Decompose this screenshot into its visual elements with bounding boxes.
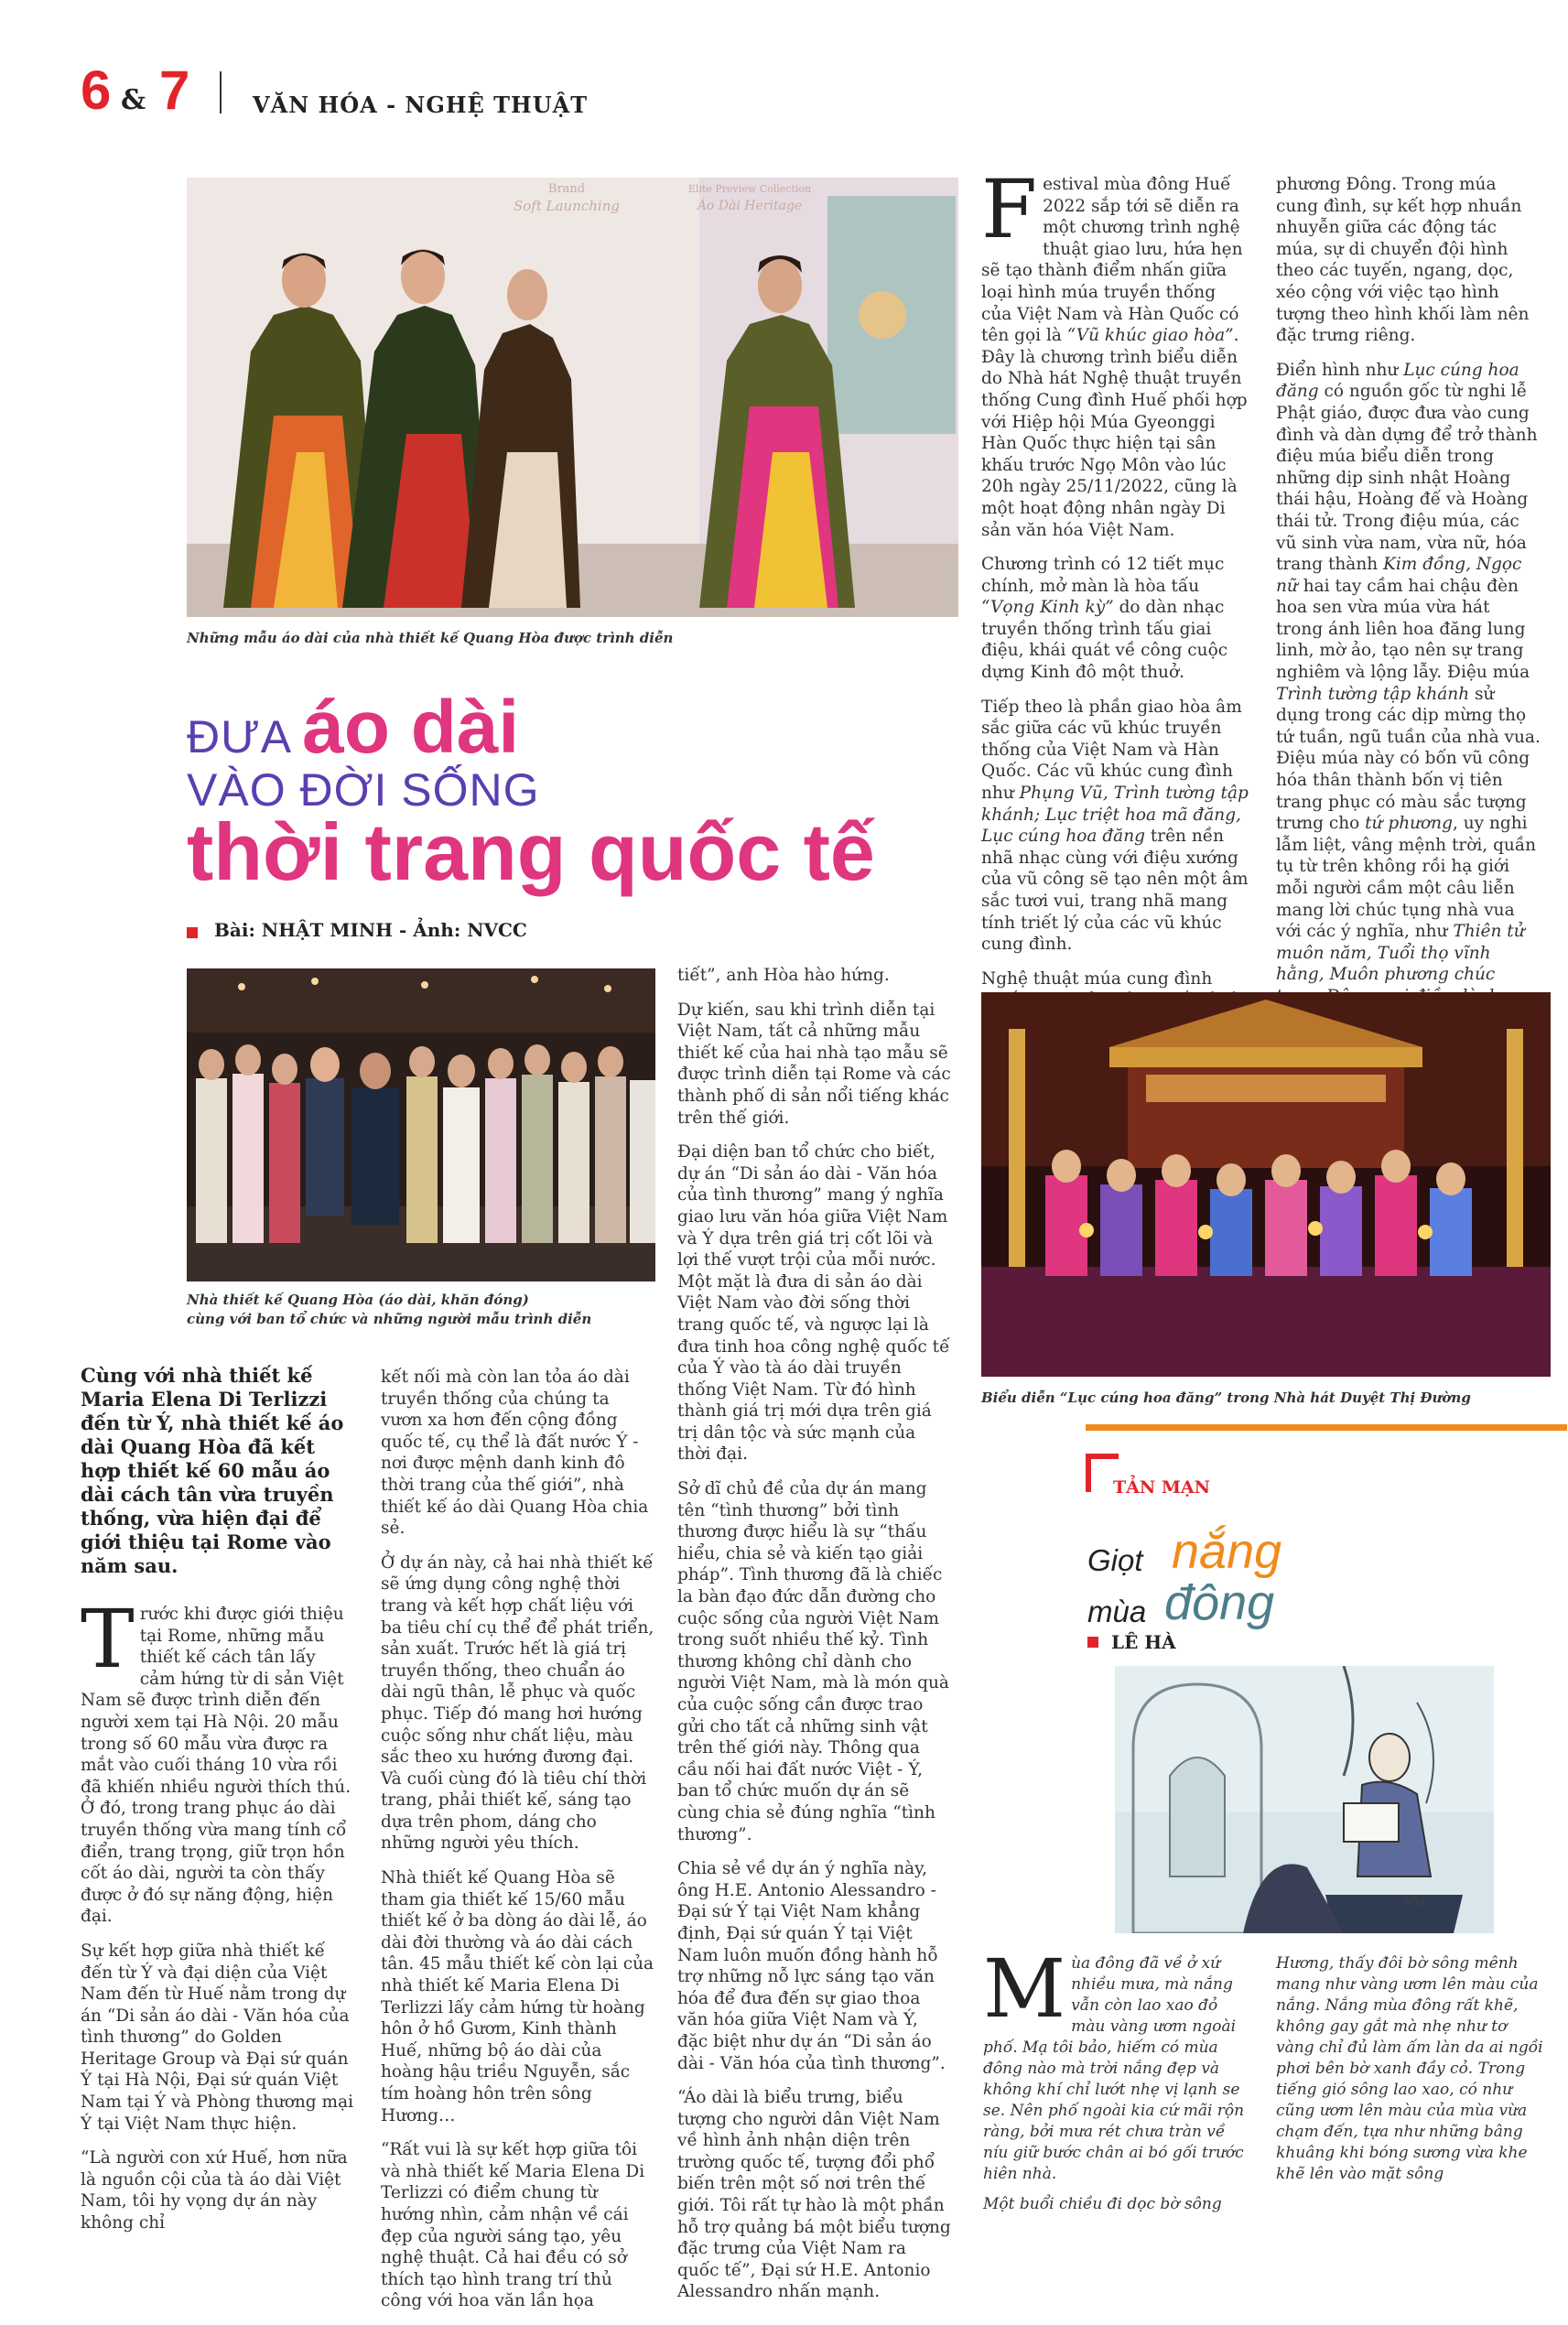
sign-right-line1: Elite Preview Collection [687, 183, 812, 195]
festival-c1-p4: Nghệ thuật múa cung đình [981, 968, 1213, 989]
festival-c2-p2-b: có nguồn gốc từ nghi lễ Phật giáo, được đưa vào cung đình và dàn dựng để trở thành điệu múa biểu diễn trong những dịp sinh nhật Hoàng thái hậu, Hoàng đế và Hoàng thái tử. Trong điệu múa, các vũ sinh vừa nam, vừa nữ, hóa trang thành [1276, 382, 1538, 575]
title-word-giot: Giọt [1087, 1543, 1143, 1577]
festival-c1-p3-b: trên nền nhã nhạc cùng với điệu xướng của vũ công sẽ tạo nên một âm sắc tươi vui, trang nhã mang tính triết lý của các vũ khúc cung đình. [981, 827, 1249, 955]
festival-c2-p2 [1276, 360, 1541, 1008]
tan-man-c1-p2: Một buổi chiều đi dọc bờ sông [983, 2195, 1222, 2213]
festival-c2-p2-i5: Thiên tử muôn năm, Tuổi thọ vĩnh hằng, Muôn phương chúc [1276, 922, 1525, 985]
article-col1-p2: Sự kết hợp giữa nhà thiết kế đến từ Ý và đại diện của Việt Nam đến từ Huế nằm trong dự án “Di sản áo dài - Văn hóa của tình thương” do Golden Heritage Group và Đại sứ quán Ý tại Hà Nội, Đại sứ quán Việt Nam tại Ý và Phòng thương mại Ý tại Việt Nam thực hiện. [81, 1941, 354, 2134]
festival-c1-p1-a: estival mùa đông Huế 2022 sắp tới sẽ diễn ra một chương trình nghệ thuật giao lưu, hứa hẹn sẽ tạo thành điểm nhấn giữa loại hình múa truyền thống của Việt Nam và Hàn Quốc có tên gọi là [981, 175, 1243, 346]
tan-man-illustration [1115, 1666, 1494, 1933]
tan-man-c1-text: ùa đông đã về ở xứ nhiều mưa, mà nắng vẫn còn lao xao đỏ màu vàng ươm ngoài phố. Mạ tôi bảo, hiếm có mùa đông nào mà trời nắng đẹp và không khí chỉ lướt nhẹ vị lạnh se se. Nên phố ngoài kia cứ mãi rộn ràng, bởi mưa rét chưa tràn về níu giữ bước chân ai bó gối trước hiên nhà. [983, 1954, 1245, 2183]
tan-man-c1-p1 [983, 1941, 1249, 2185]
festival-c1-p2-a: Chương trình có 12 tiết mục chính, mở màn là hòa tấu [981, 555, 1225, 596]
author-square [1087, 1637, 1098, 1648]
festival-c1-p3-italic: Phụng Vũ, Trình tường tập khánh; Lục triệt hoa mã đăng, Lục cúng hoa đăng [981, 784, 1249, 847]
tan-man-author [1087, 1631, 1271, 1659]
group-caption-line2: cùng với ban tổ chức và những người mẫu trình diễn [187, 1311, 592, 1327]
festival-c2-p1: phương Đông. Trong múa cung đình, sự kết hợp nhuần nhuyễn giữa các động tác múa, sự di chuyển đội hình theo các tuyến, ngang, dọc, xéo cộng với việc tạo hình tượng theo hình khối làm nên đặc trưng riêng. [1276, 175, 1530, 346]
woman-reading-illustration [1115, 1666, 1494, 1933]
festival-c1-p2-b: do dàn nhạc truyền thống trình tấu giai điệu, khái quát về công cuộc dựng Kinh đô một thuở. [981, 598, 1228, 683]
top-photo-caption: Những mẫu áo dài của nhà thiết kế Quang Hòa được trình diễn [187, 630, 674, 646]
headline-line3: thời trang quốc tế [187, 806, 875, 897]
festival-column-1 [981, 162, 1249, 1046]
article-dropcap: T [81, 1592, 135, 1686]
headline-line2: VÀO ĐỜI SỐNG [187, 764, 540, 816]
sign-right-line2: Áo Dài Heritage [697, 199, 803, 213]
festival-c2-p2-i2: Kim đồng, Ngọc nữ [1276, 555, 1522, 596]
header-divider [220, 71, 222, 114]
byline-text: Bài: NHẬT MINH - Ảnh: NVCC [214, 919, 527, 941]
author-name: LÊ HÀ [1111, 1631, 1176, 1653]
tan-man-c2-p1: Hương, thấy đôi bờ sông mênh mang như vàng ươm lên màu của nắng. Nắng mùa đông rất khẽ, không gay gắt mà nhẹ như tơ vàng chỉ đủ làm ấm làn da ai ngồi phơi bên bờ xanh đầy cỏ. Trong tiếng gió sông lao xao, có như cũng ươm lên màu của mùa vừa chạm đến, tựa như những bâng khuâng khi bóng sương vừa khe khẽ lên vào mặt sông [1276, 1954, 1543, 2183]
headline [187, 685, 983, 904]
article-col3-p4: Sở dĩ chủ đề của dự án mang tên “tình thương” bởi tình thương được hiểu là sự “thấu hiểu, chia sẻ và kiến tạo giải pháp”. Tình thương đã là chiếc la bàn đạo đức dẫn đường cho cuộc sống của người Việt Nam trong suốt nhiều thế kỷ. Tình thương không chỉ dành cho người Việt Nam, mà là món quà của cuộc sống cần được trao gửi cho tất cả những sinh vật trên thế giới này. Thông qua cầu nối hai đất nước Việt - Ý, ban tổ chức muốn dự án sẽ cùng chia sẻ đúng nghĩa “tình thương”. [677, 1479, 949, 1844]
headline-line1 [187, 685, 519, 771]
page-header [81, 60, 648, 124]
article-col3-p5: Chia sẻ về dự án ý nghĩa này, ông H.E. Antonio Alessandro - Đại sứ Ý tại Việt Nam khẳng định, Đại sứ quán Ý tại Việt Nam luôn muốn đồng hành hỗ trợ những nỗ lực sáng tạo văn hóa để đưa đến sự giao thoa văn hóa giữa Việt Nam và Ý, đặc biệt như dự án “Di sản áo dài - Văn hóa của tình thương”. [677, 1859, 946, 2073]
illustration-signature: hha [1404, 1895, 1425, 1908]
festival-c2-p2-d: sử dụng trong các dịp mừng thọ tứ tuần, ngũ tuần của nhà vua. Điệu múa này có bốn vũ công hóa thân thành bốn vị tiên trang phục có màu sắc tượng trưng cho [1276, 684, 1541, 834]
tan-man-title [1087, 1523, 1399, 1633]
festival-c1-p3-a: Tiếp theo là phần giao hòa âm sắc giữa các vũ khúc truyền thống của Việt Nam và Hàn Quốc. Các vũ khúc cung đình như [981, 697, 1242, 804]
headline-word-ao-dai: áo dài [302, 686, 520, 769]
lede: Cùng với nhà thiết kế Maria Elena Di Terlizzi đến từ Ý, nhà thiết kế áo dài Quang Hòa đã kết hợp thiết kế 60 mẫu áo dài cách tân vừa truyền thống, vừa hiện đại để giới thiệu tại Rome vào năm sau. [81, 1364, 344, 1577]
article-col3-p6: “Áo dài là biểu trưng, biểu tượng cho người dân Việt Nam về hình ảnh nhận diện trên trường quốc tế, tượng đổi phổ biến trên một số nơi trên thế giới. Tôi rất tự hào là một phần hỗ trợ quảng bá một biểu tượng đặc trưng của Việt Nam ra quốc tế”, Đại sứ H.E. Antonio Alessandro nhấn mạnh. [677, 2088, 951, 2302]
article-col2-p4: “Rất vui là sự kết hợp giữa tôi và nhà thiết kế Maria Elena Di Terlizzi có điểm chung từ hướng nhìn, cảm nhận về cái đẹp của người sáng tạo, yêu nghệ thuật. Cả hai đều có sở thích tạo hình trang trí thủ công với hoa văn lần họa [381, 2140, 645, 2311]
tan-man-column-1 [983, 1941, 1249, 2215]
article-col1-p1 [81, 1592, 355, 1928]
byline [187, 919, 736, 946]
byline-square [187, 927, 198, 938]
festival-c2-p2-e: , uy nghi lẫm liệt, vâng mệnh trời, quần tụ từ trên không rồi hạ giới mỗi người cầm một câu liễn mang lời chúc tụng nhà vua với các ý nghĩa, như [1276, 814, 1537, 942]
palace-performance-illustration [981, 992, 1551, 1377]
article-column-1 [81, 1592, 355, 2247]
tan-man-label: TẢN MẠN [1113, 1477, 1211, 1498]
section-title: VĂN HÓA - NGHỆ THUẬT [253, 92, 589, 118]
festival-c2-p2-i1: Lục cúng hoa đăng [1276, 360, 1519, 402]
article-col3-p3: Đại diện ban tổ chức cho biết, dự án “Di sản áo dài - Văn hóa của tình thương” mang ý nghĩa giao lưu văn hóa giữa Việt Nam và Ý dựa trên giá trị cốt lõi và lợi thế vượt trội của mỗi nước. Một mặt là đưa di sản áo dài Việt Nam vào đời sống thời trang quốc tế, và ngược lại là đưa tinh hoa công nghệ quốc tế của Ý vào tà áo dài truyền thống Việt Nam. Từ đó hình thành giá trị mới dựa trên giá trị dân tộc và sức mạnh của thời đại. [677, 1142, 950, 1465]
festival-dropcap: F [981, 162, 1038, 256]
festival-c1-p2-italic: “Vọng Kinh kỳ” [981, 598, 1114, 618]
tan-man-divider [1086, 1424, 1567, 1431]
palace-photo-caption: Biểu diễn “Lục cúng hoa đăng” trong Nhà hát Duyệt Thị Đường [981, 1390, 1471, 1406]
headline-word-dua: ĐƯA [187, 711, 293, 762]
article-column-2 [381, 1367, 655, 2325]
article-col2-p1: kết nối mà còn lan tỏa áo dài truyền thống của chúng ta vươn xa hơn đến cộng đồng quốc tế, cụ thể là đất nước Ý - nơi được mệnh danh kinh đô thời trang của thế giới”, nhà thiết kế áo dài Quang Hòa chia sẻ. [381, 1368, 649, 1539]
page-number-right: 7 [159, 59, 190, 121]
festival-c1-p1-b: . Đây là chương trình biểu diễn do Nhà hát Nghệ thuật truyền thống Cung đình Huế phối hợp với Hiệp hội Múa Gyeonggi Hàn Quốc thực hiện tại sân khấu trước Ngọ Môn vào lúc 20h ngày 25/11/2022, cũng là một hoạt động nhân ngày Di sản văn hóa Việt Nam. [981, 326, 1248, 540]
sign-right [672, 181, 827, 214]
article-col2-p2: Ở dự án này, cả hai nhà thiết kế sẽ ứng dụng công nghệ thời trang và kết hợp chất liệu với ba tiêu chí cụ thể để phát triển, sản xuất. Trước hết là giá trị truyền thống, theo chuẩn áo dài ngũ thân, lễ phục và quốc phục. Tiếp đó mang hơi hướng cuộc sống như chất liệu, màu sắc theo xu hướng đương đại. Và cuối cùng đó là tiêu chí thời trang, phải thiết kế, sáng tạo dựa trên phom, dáng cho những người yêu thích. [381, 1552, 654, 1854]
sign-left [489, 181, 644, 214]
article-col1-p3: “Là người con xứ Huế, hơn nữa là nguồn cội của tà áo dài Việt Nam, tôi hy vọng dự án này không chỉ [81, 2148, 348, 2233]
article-col1-p1-text: rước khi được giới thiệu tại Rome, những mẫu thiết kế cách tân lấy cảm hứng từ di sản Việt Nam sẽ được trình diễn đến người xem tại Hà Nội. 20 mẫu trong số 60 mẫu vừa được ra mắt vào cuối tháng 10 vừa rồi đã khiến nhiều người thích thú. Ở đó, trong trang phục áo dài truyền thống vừa mang tính cổ điển, trang trọng, giữ trọn hồn cốt áo dài, người ta còn thấy được ở đó sự năng động, hiện đại. [81, 1605, 351, 1927]
title-word-dong: đông [1164, 1575, 1275, 1630]
palace-performance-photo [981, 992, 1551, 1377]
tan-man-dropcap: M [983, 1941, 1066, 2036]
fashion-models-illustration [187, 178, 958, 617]
festival-c1-p3 [981, 697, 1249, 956]
group-caption-line1: Nhà thiết kế Quang Hòa (áo dài, khăn đóng) [187, 1292, 529, 1308]
article-col2-p3: Nhà thiết kế Quang Hòa sẽ tham gia thiết kế 15/60 mẫu thiết kế ở ba dòng áo dài lễ, áo dài đời thường và áo dài cách tân. 45 mẫu thiết kế còn lại của nhà thiết kế Maria Elena Di Terlizzi lấy cảm hứng từ hoàng hôn ở hồ Gươm, Kinh thành Huế, những bộ áo dài của hoàng hậu triều Nguyễn, sắc tím hoàng hôn trên sông Hương… [381, 1868, 654, 2125]
page-number-amp: & [121, 84, 146, 116]
festival-c1-p2 [981, 554, 1249, 684]
festival-c2-p2-i3: Trình tường tập khánh [1276, 684, 1470, 704]
fashion-show-photo [187, 178, 958, 617]
sign-left-line1: Brand [547, 182, 586, 196]
festival-c1-p1 [981, 162, 1249, 541]
article-col3-p2: Dự kiến, sau khi trình diễn tại Việt Nam, tất cả những mẫu thiết kế của hai nhà tạo mẫu sẽ được trình diễn tại Rome và các thành phố di sản nổi tiếng khác trên thế giới. [677, 1000, 951, 1128]
group-photo-caption [187, 1291, 663, 1329]
festival-c2-p2-i4: tứ phương [1365, 814, 1453, 834]
festival-column-2 [1276, 174, 1541, 1076]
tan-man-column-2 [1276, 1953, 1545, 2185]
group-photo [187, 968, 655, 1281]
title-word-nang: nắng [1172, 1524, 1282, 1579]
festival-c2-p2-a: Điển hình như [1276, 360, 1404, 380]
sign-left-line2: Soft Launching [513, 198, 620, 214]
festival-c2-p2-c: hai tay cầm hai chậu đèn hoa sen vừa múa vừa hát trong ánh liên hoa đăng lung linh, mờ ảo, tạo nên sự trang nghiêm và lộng lẫy. Điệu múa [1276, 576, 1530, 683]
title-word-mua: mùa [1087, 1595, 1147, 1628]
group-photo-illustration [187, 968, 655, 1281]
article-column-3 [677, 965, 952, 2316]
festival-c1-p1-italic: “Vũ khúc giao hòa” [1066, 326, 1234, 346]
page-number-left: 6 [81, 59, 112, 121]
article-col3-p1: tiết”, anh Hòa hào hứng. [677, 966, 890, 985]
